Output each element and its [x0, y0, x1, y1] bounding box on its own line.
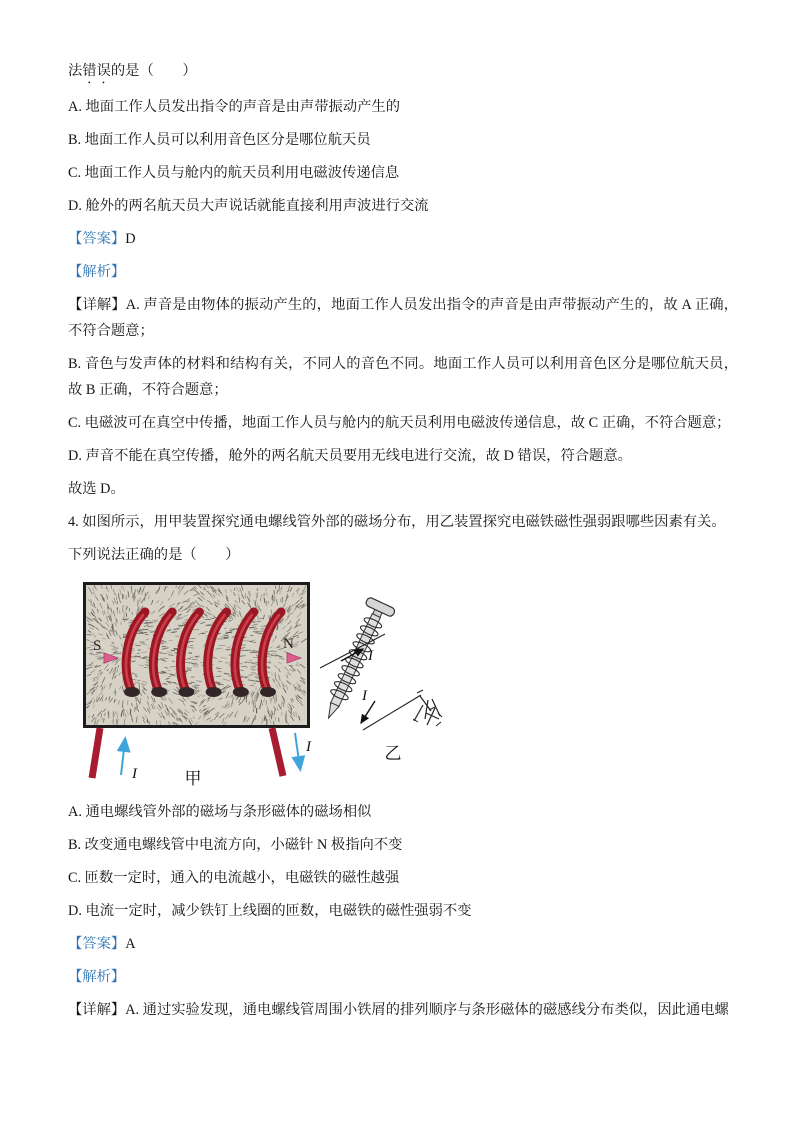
- q3-detail-a: [68, 292, 738, 344]
- stem-suffix: 的是（ ）: [110, 63, 197, 79]
- q3-option-d: D. 舱外的两名航天员大声说话就能直接利用声波进行交流: [68, 198, 429, 214]
- current-arrow-out-icon: [361, 701, 375, 723]
- q4-option-b: B. 改变通电螺线管中电流方向，小磁针 N 极指向不变: [68, 837, 403, 853]
- answer-label: 【答案】: [68, 936, 126, 952]
- current-label-left: I: [132, 766, 137, 782]
- stem-prefix: 法: [68, 63, 83, 79]
- q3-stem-continuation: [68, 58, 738, 87]
- q4-answer-line: [68, 931, 738, 957]
- detail-label: 【详解】: [68, 1002, 126, 1018]
- left-lead-wire: [92, 728, 100, 778]
- q4-option-d: D. 电流一定时，减少铁钉上线圈的匝数，电磁铁的磁性强弱不变: [68, 903, 472, 919]
- device-jia-label: 甲: [184, 769, 202, 788]
- q3-option-c: C. 地面工作人员与舱内的航天员利用电磁波传递信息: [68, 165, 400, 181]
- solenoid-photo: [85, 584, 309, 727]
- q4-figure: [83, 582, 738, 795]
- detail-label: 【详解】: [68, 297, 126, 313]
- q3-option-a: A. 地面工作人员发出指令的声音是由声带振动产生的: [68, 99, 401, 115]
- q4-detail-a-text: A. 通过实验发现，通电螺线管周围小铁屑的排列顺序与条形磁体的磁感线分布类似，因此通电螺: [125, 1002, 729, 1018]
- analysis-label: 【解析】: [68, 264, 126, 280]
- answer-label: 【答案】: [68, 231, 126, 247]
- electromagnet-screw: [315, 597, 396, 725]
- analysis-label: 【解析】: [68, 969, 126, 985]
- q4-stem-line1: 4. 如图所示，用甲装置探究通电螺线管外部的磁场分布，用乙装置探究电磁铁磁性强弱跟哪些因素有关。: [68, 514, 726, 530]
- q3-detail-b: B. 音色与发声体的材料和结构有关，不同人的音色不同。地面工作人员可以利用音色区分是哪位航天员，故 B 正确，不符合题意；: [68, 356, 738, 398]
- q3-option-b: B. 地面工作人员可以利用音色区分是哪位航天员: [68, 132, 371, 148]
- apparatus-figure-svg: [83, 582, 513, 790]
- q4-stem-line2: 下列说法正确的是（ ）: [68, 547, 240, 563]
- photo-background: [85, 584, 309, 727]
- attracted-pins: [413, 690, 442, 726]
- q4-answer-value: A: [125, 936, 136, 952]
- q3-detail-a-text: A. 声音是由物体的振动产生的，地面工作人员发出指令的声音是由声带振动产生的，故 A 正确，不符合题意；: [68, 297, 739, 339]
- screw-wire-out: [363, 695, 421, 730]
- n-pole-label: N: [283, 636, 294, 652]
- current-label-out: I: [362, 688, 367, 704]
- q3-answer-line: [68, 226, 738, 252]
- q3-detail-c: C. 电磁波可在真空中传播，地面工作人员与舱内的航天员利用电磁波传递信息，故 C 正确，不符合题意；: [68, 415, 731, 431]
- device-yi-label: 乙: [384, 744, 402, 763]
- q4-option-a: A. 通电螺线管外部的磁场与条形磁体的磁场相似: [68, 804, 372, 820]
- q4-option-c: C. 匝数一定时，通入的电流越小，电磁铁的磁性越强: [68, 870, 400, 886]
- q3-conclusion: 故选 D。: [68, 481, 125, 497]
- s-pole-label: S: [93, 638, 102, 654]
- q3-answer-value: D: [125, 231, 136, 247]
- q4-analysis-line: [68, 964, 738, 990]
- screw-tip: [324, 703, 338, 720]
- current-label-in: I: [368, 648, 373, 664]
- current-label-right: I: [306, 739, 311, 755]
- current-arrow-up-icon: [121, 740, 125, 775]
- q4-detail-a: [68, 997, 738, 1023]
- q3-analysis-line: [68, 259, 738, 285]
- right-lead-wire: [272, 728, 283, 776]
- current-arrow-down-icon: [295, 733, 300, 768]
- q3-detail-d: D. 声音不能在真空传播，舱外的两名航天员要用无线电进行交流，故 D 错误，符合题意。: [68, 448, 632, 464]
- stem-emphasized-text: 错误: [82, 63, 111, 79]
